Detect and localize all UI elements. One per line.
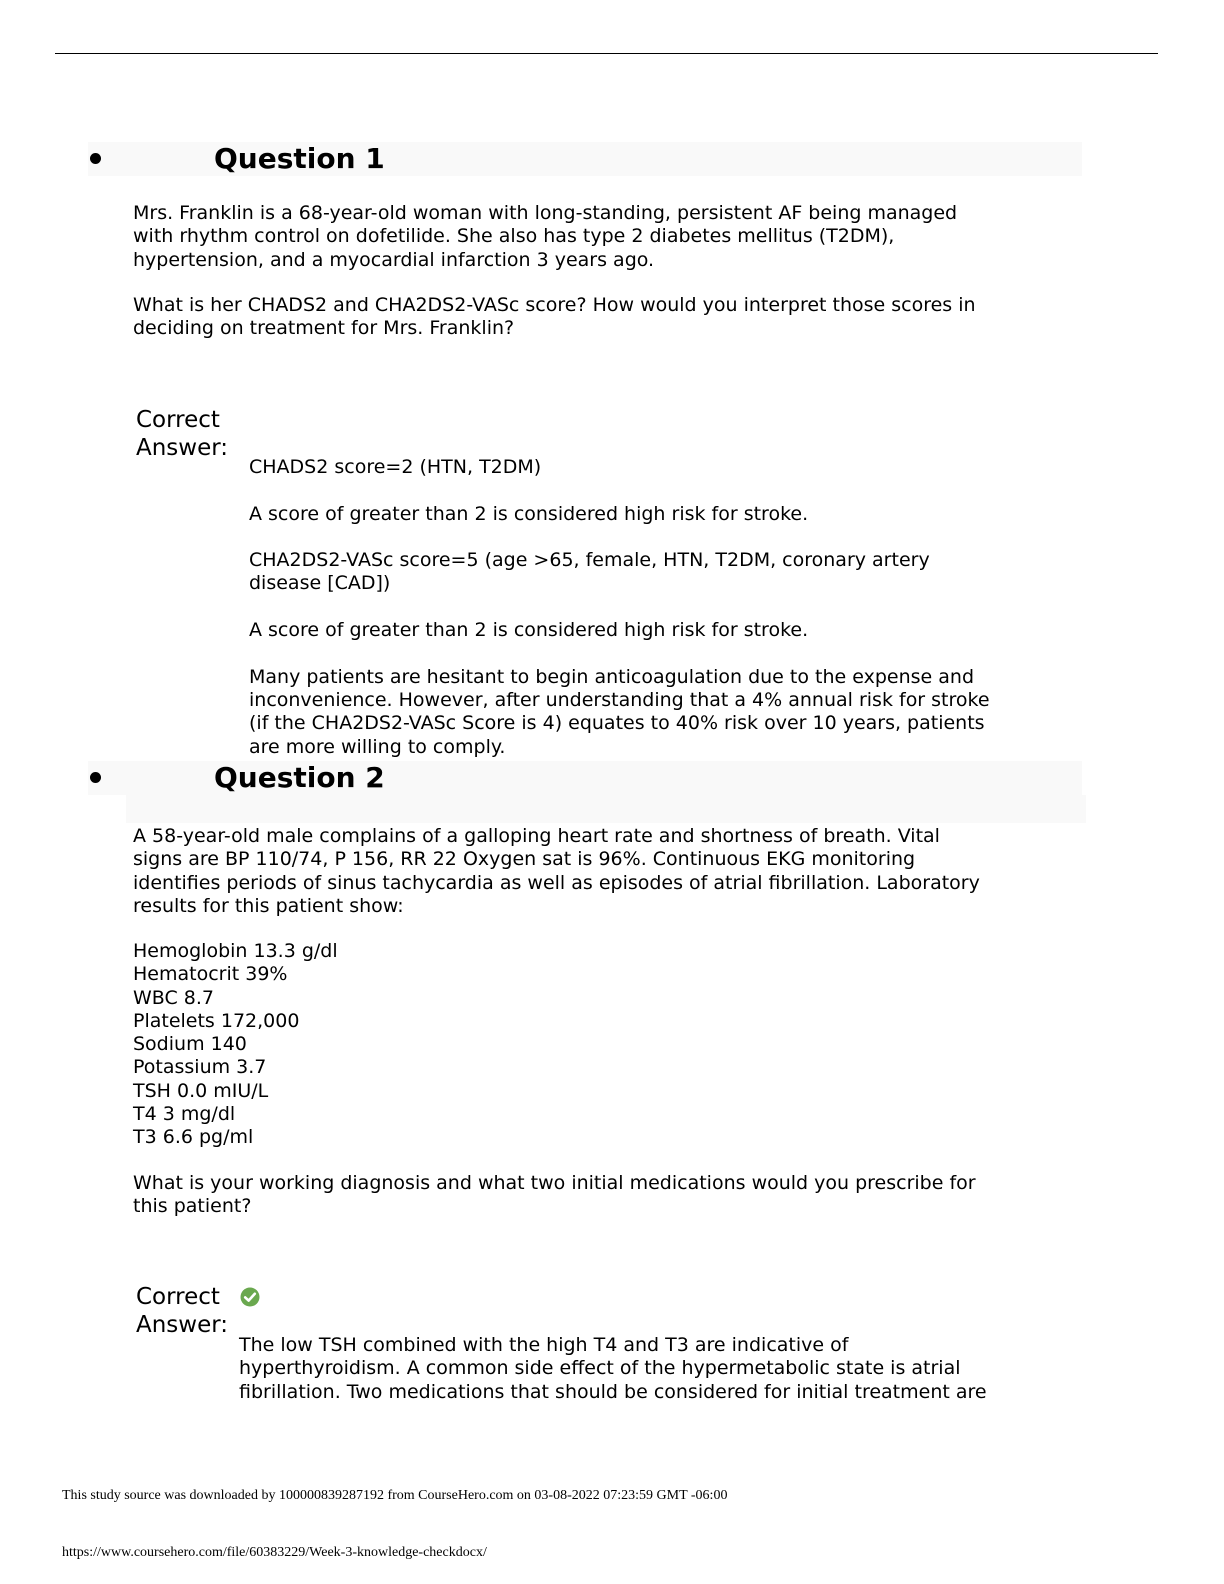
download-notice: This study source was downloaded by 100000839287192 from CourseHero.com on 03-08-2022 07:23:59 GMT -06:00 xyxy=(62,1488,728,1503)
top-divider xyxy=(55,53,1158,54)
answer-line: hyperthyroidism. A common side effect of the hypermetabolic state is atrial xyxy=(239,1357,961,1380)
question-1-bullet xyxy=(90,153,101,164)
lab-result: T4 3 mg/dl xyxy=(133,1103,236,1126)
question-2-bullet xyxy=(90,772,101,783)
source-url[interactable]: https://www.coursehero.com/file/60383229/Week-3-knowledge-checkdocx/ xyxy=(62,1545,487,1560)
question-2-lab-results xyxy=(133,940,338,1150)
lab-result: T3 6.6 pg/ml xyxy=(133,1126,254,1149)
answer-line: CHADS2 score=2 (HTN, T2DM) xyxy=(249,456,542,478)
answer-line: inconvenience. However, after understanding that a 4% annual risk for stroke xyxy=(249,688,990,711)
answer-line: A score of greater than 2 is considered high risk for stroke. xyxy=(249,619,809,642)
question-1-answer-label: Correct Answer: xyxy=(136,407,229,461)
question-2-title: Question 2 xyxy=(214,761,385,794)
answer-line: CHA2DS2-VASc score=5 (age >65, female, HTN, T2DM, coronary artery xyxy=(249,549,930,572)
lab-result: Platelets 172,000 xyxy=(133,1009,300,1032)
answer-line: A score of greater than 2 is considered high risk for stroke. xyxy=(249,502,809,525)
lab-result: WBC 8.7 xyxy=(133,986,215,1009)
answer-line: Many patients are hesitant to begin anticoagulation due to the expense and xyxy=(249,665,975,688)
stem-line: Mrs. Franklin is a 68-year-old woman with long-standing, persistent AF being managed xyxy=(133,202,958,224)
lab-result: TSH 0.0 mIU/L xyxy=(133,1079,269,1102)
question-2-stem xyxy=(133,825,980,918)
stem-line: hypertension, and a myocardial infarction 3 years ago. xyxy=(133,248,655,271)
stem-line: A 58-year-old male complains of a galloping heart rate and shortness of breath. Vital xyxy=(133,825,940,847)
question-2-subheader-band xyxy=(126,795,1086,823)
stem-line: signs are BP 110/74, P 156, RR 22 Oxygen sat is 96%. Continuous EKG monitoring xyxy=(133,848,916,871)
lab-result: Sodium 140 xyxy=(133,1033,247,1056)
stem-line: results for this patient show: xyxy=(133,894,404,917)
lab-result: Potassium 3.7 xyxy=(133,1056,267,1079)
question-1-prompt xyxy=(133,294,976,341)
stem-line: with rhythm control on dofetilide. She also has type 2 diabetes mellitus (T2DM), xyxy=(133,225,895,248)
prompt-line: deciding on treatment for Mrs. Franklin? xyxy=(133,317,515,340)
question-2-prompt xyxy=(133,1172,976,1219)
stem-line: identifies periods of sinus tachycardia as well as episodes of atrial fibrillation. Laboratory xyxy=(133,871,980,894)
lab-result: Hematocrit 39% xyxy=(133,963,288,986)
answer-line: fibrillation. Two medications that should be considered for initial treatment are xyxy=(239,1380,987,1403)
answer-line: are more willing to comply. xyxy=(249,735,506,758)
answer-line: (if the CHA2DS2-VASc Score is 4) equates to 40% risk over 10 years, patients xyxy=(249,712,985,735)
prompt-line: this patient? xyxy=(133,1195,252,1218)
question-1-title: Question 1 xyxy=(214,142,385,175)
prompt-line: What is your working diagnosis and what two initial medications would you prescribe for xyxy=(133,1172,976,1194)
question-2-answer-label: Correct Answer: xyxy=(136,1284,229,1338)
question-1-correct-answer xyxy=(249,456,990,759)
lab-result: Hemoglobin 13.3 g/dl xyxy=(133,940,338,962)
prompt-line: What is her CHADS2 and CHA2DS2-VASc score? How would you interpret those scores in xyxy=(133,294,976,316)
answer-line: The low TSH combined with the high T4 and T3 are indicative of xyxy=(239,1334,849,1356)
check-circle-icon xyxy=(240,1287,260,1307)
question-1-stem xyxy=(133,202,957,272)
answer-line: disease [CAD]) xyxy=(249,572,391,595)
question-2-correct-answer xyxy=(239,1334,987,1404)
